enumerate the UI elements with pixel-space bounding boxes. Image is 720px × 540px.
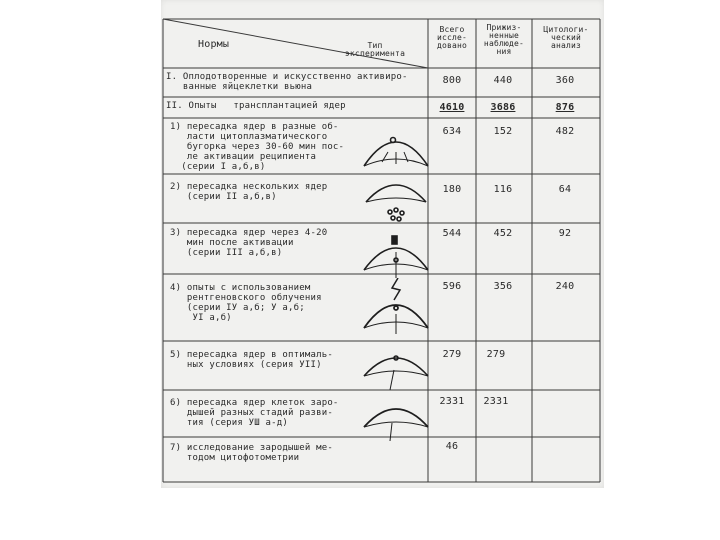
header-total: Всего иссле- довано bbox=[436, 25, 468, 50]
row-3-cytology: 92 bbox=[558, 228, 572, 239]
row-4-total: 596 bbox=[442, 281, 462, 292]
row-2-text: 2) пересадка нескольких ядер (серии II а,б,в) bbox=[170, 182, 328, 202]
row-1-observations: 152 bbox=[493, 126, 513, 137]
row-2-observations: 116 bbox=[493, 184, 513, 195]
row-6-text: 6) пересадка ядер клеток заро- дышей разных стадий разви- тия (серия УШ а-д) bbox=[170, 398, 339, 428]
section-2-label: II. Опыты трансплантацией ядер bbox=[166, 101, 346, 111]
row-1-text: 1) пересадка ядер в разные об- ласти цитоплазматического бугорка через 30-60 мин пос- ле активации реципиента (серии I а,б,в) bbox=[170, 122, 345, 172]
section-1-label: I. Оплодотворенные и искусственно активиро- ванные яйцеклетки вьюна bbox=[166, 72, 408, 92]
header-observations: Прижиз- ненные наблюде- ния bbox=[483, 23, 525, 56]
row-5-observations: 279 bbox=[486, 349, 506, 360]
section-1-cytology: 360 bbox=[555, 75, 575, 86]
row-3-observations: 452 bbox=[493, 228, 513, 239]
dome-xray-diagram bbox=[360, 278, 432, 338]
section-1-observations: 440 bbox=[493, 75, 513, 86]
section-2-cytology: 876 bbox=[555, 102, 575, 113]
header-experiment-type: Тип эксперимента bbox=[344, 41, 406, 58]
row-3-text: 3) пересадка ядер через 4-20 мин после активации (серии III а,б,в) bbox=[170, 228, 328, 258]
header-cytology: Цитологи- ческий анализ bbox=[543, 25, 589, 50]
row-4-text: 4) опыты с использованием рентгеновского облучения (серии IУ а,б; У а,б; УI а,б) bbox=[170, 283, 322, 323]
row-7-text: 7) исследование зародышей ме- тодом цитофотометрии bbox=[170, 443, 333, 463]
row-1-cytology: 482 bbox=[555, 126, 575, 137]
row-1-total: 634 bbox=[442, 126, 462, 137]
row-4-observations: 356 bbox=[493, 281, 513, 292]
row-5-text: 5) пересадка ядер в оптималь- ных условиях (серия УII) bbox=[170, 350, 333, 370]
row-6-observations: 2331 bbox=[483, 396, 509, 407]
row-5-total: 279 bbox=[442, 349, 462, 360]
header-norms: Нормы bbox=[198, 39, 230, 50]
row-3-total: 544 bbox=[442, 228, 462, 239]
dome-embryo-diagram bbox=[360, 393, 432, 453]
dome-multiple-nuclei-diagram bbox=[360, 172, 432, 232]
section-1-total: 800 bbox=[442, 75, 462, 86]
row-6-total: 2331 bbox=[439, 396, 465, 407]
section-2-total: 4610 bbox=[439, 102, 465, 113]
row-2-total: 180 bbox=[442, 184, 462, 195]
row-4-cytology: 240 bbox=[555, 281, 575, 292]
section-2-observations: 3686 bbox=[490, 102, 516, 113]
row-2-cytology: 64 bbox=[558, 184, 572, 195]
row-7-total: 46 bbox=[445, 441, 459, 452]
